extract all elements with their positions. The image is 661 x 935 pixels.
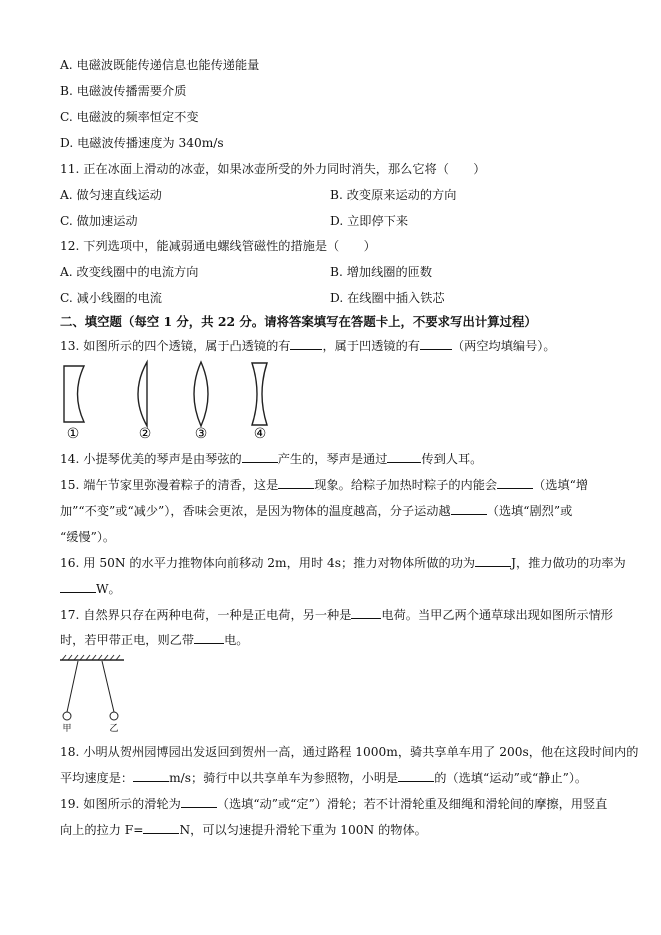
answer-blank[interactable]: [278, 477, 314, 489]
lens-1-shape: [64, 366, 84, 422]
answer-blank[interactable]: [398, 770, 434, 782]
q12-stem: 12. 下列选项中，能减弱通电螺线管磁性的措施是（ ）: [60, 239, 376, 253]
q15-part5: （选填“剧烈”或: [486, 504, 573, 518]
answer-blank[interactable]: [133, 770, 169, 782]
q19-part4: N，可以匀速提升滑轮下重为 100N 的物体。: [179, 823, 427, 837]
q11-option-c: C. 做加速运动: [60, 214, 138, 228]
pith-ball-figure: [58, 654, 130, 732]
q11-option-a: A. 做匀速直线运动: [60, 188, 162, 202]
q12-option-a: A. 改变线圈中的电流方向: [60, 265, 199, 279]
answer-blank[interactable]: [351, 607, 381, 619]
q13-part2: ，属于凹透镜的有: [322, 339, 420, 353]
q17-part1: 17. 自然界只存在两种电荷，一种是正电荷，另一种是: [60, 608, 352, 622]
ceiling-hatch: [62, 655, 120, 660]
q14-text: [60, 451, 482, 467]
lens-3-shape: [194, 362, 208, 426]
q15-part2: 现象。给粽子加热时粽子的内能会: [314, 478, 498, 492]
thread-jia: [67, 661, 78, 712]
ball-jia: [63, 712, 71, 720]
answer-blank[interactable]: [181, 796, 217, 808]
q17-part4: 电。: [224, 633, 249, 647]
lens-2-shape: [138, 362, 147, 426]
q19-part2: （选填“动”或“定”）滑轮；若不计滑轮重及细绳和滑轮间的摩擦，用竖直: [216, 797, 608, 811]
ball-yi: [110, 712, 118, 720]
q11-option-d: D. 立即停下来: [330, 214, 409, 228]
lens-figure: [55, 358, 285, 442]
q18-part2: 平均速度是：: [60, 771, 134, 785]
q12-option-d: D. 在线圈中插入铁芯: [330, 291, 445, 305]
q16-line2: [60, 581, 121, 597]
answer-blank[interactable]: [387, 451, 421, 463]
q12-option-b: B. 增加线圈的匝数: [330, 265, 433, 279]
q18-line1: 18. 小明从贺州园博园出发返回到贺州一高，通过路程 1000m，骑共享单车用了 200s，他在这段时间内的: [60, 745, 639, 759]
q15-line3: “缓慢”）。: [60, 530, 116, 544]
q19-line2: [60, 822, 427, 838]
q18-line2: [60, 770, 587, 786]
q17-part2: 电荷。当甲乙两个通草球出现如图所示情形: [381, 608, 613, 622]
q13-text: [60, 338, 556, 354]
q15-part4: 加”“不变”或“减少”），香味会更浓，是因为物体的温度越高，分子运动越: [60, 504, 451, 518]
lens-4-shape: [252, 363, 267, 425]
answer-blank[interactable]: [143, 822, 179, 834]
section-title: 二、填空题（每空 1 分，共 22 分。请将答案填写在答题卡上，不要求写出计算过程）: [60, 314, 537, 329]
q15-part3: （选填“增: [533, 478, 589, 492]
q11-stem: 11. 正在冰面上滑动的冰壶，如果冰壶所受的外力同时消失，那么它将（ ）: [60, 162, 486, 176]
q13-part1: 13. 如图所示的四个透镜，属于凸透镜的有: [60, 339, 291, 353]
q17-part3: 时，若甲带正电，则乙带: [60, 633, 195, 647]
q15-part1: 15. 端午节家里弥漫着粽子的清香，这是: [60, 478, 279, 492]
q16-part3: W。: [96, 582, 121, 596]
lens-label: ④: [253, 426, 267, 442]
answer-blank[interactable]: [420, 338, 452, 350]
q10-option-d: D. 电磁波传播速度为 340m/s: [60, 136, 224, 150]
answer-blank[interactable]: [60, 581, 96, 593]
q11-option-b: B. 改变原来运动的方向: [330, 188, 457, 202]
q15-line2: [60, 503, 572, 519]
answer-blank[interactable]: [242, 451, 278, 463]
q16-part2: J，推力做功的功率为: [511, 556, 626, 570]
lens-label: ③: [194, 426, 208, 442]
thread-yi: [102, 661, 114, 712]
answer-blank[interactable]: [497, 477, 533, 489]
q12-option-c: C. 减小线圈的电流: [60, 291, 162, 305]
answer-blank[interactable]: [194, 632, 224, 644]
q18-part3: m/s；骑行中以共享单车为参照物，小明是: [169, 771, 399, 785]
q19-line1: [60, 796, 607, 812]
q17-line1: [60, 607, 613, 623]
lens-label: ①: [66, 426, 80, 442]
answer-blank[interactable]: [451, 503, 487, 515]
label-yi: 乙: [109, 724, 119, 732]
q16-line1: [60, 555, 626, 571]
q10-option-c: C. 电磁波的频率恒定不变: [60, 110, 199, 124]
q16-part1: 16. 用 50N 的水平力推物体向前移动 2m，用时 4s；推力对物体所做的功为: [60, 556, 476, 570]
q19-part3: 向上的拉力 F=: [60, 823, 144, 837]
label-jia: 甲: [62, 724, 72, 732]
q10-option-a: A. 电磁波既能传递信息也能传递能量: [60, 58, 260, 72]
q18-part4: 的（选填“运动”或“静止”）。: [434, 771, 588, 785]
q17-line2: [60, 632, 248, 648]
q10-option-b: B. 电磁波传播需要介质: [60, 84, 187, 98]
q14-part1: 14. 小提琴优美的琴声是由琴弦的: [60, 452, 242, 466]
answer-blank[interactable]: [290, 338, 322, 350]
q13-part3: （两空均填编号）。: [451, 339, 556, 353]
lens-label: ②: [138, 426, 152, 442]
q14-part2: 产生的，琴声是通过: [277, 452, 388, 466]
answer-blank[interactable]: [475, 555, 511, 567]
q15-line1: [60, 477, 588, 493]
q14-part3: 传到人耳。: [421, 452, 483, 466]
q19-part1: 19. 如图所示的滑轮为: [60, 797, 181, 811]
